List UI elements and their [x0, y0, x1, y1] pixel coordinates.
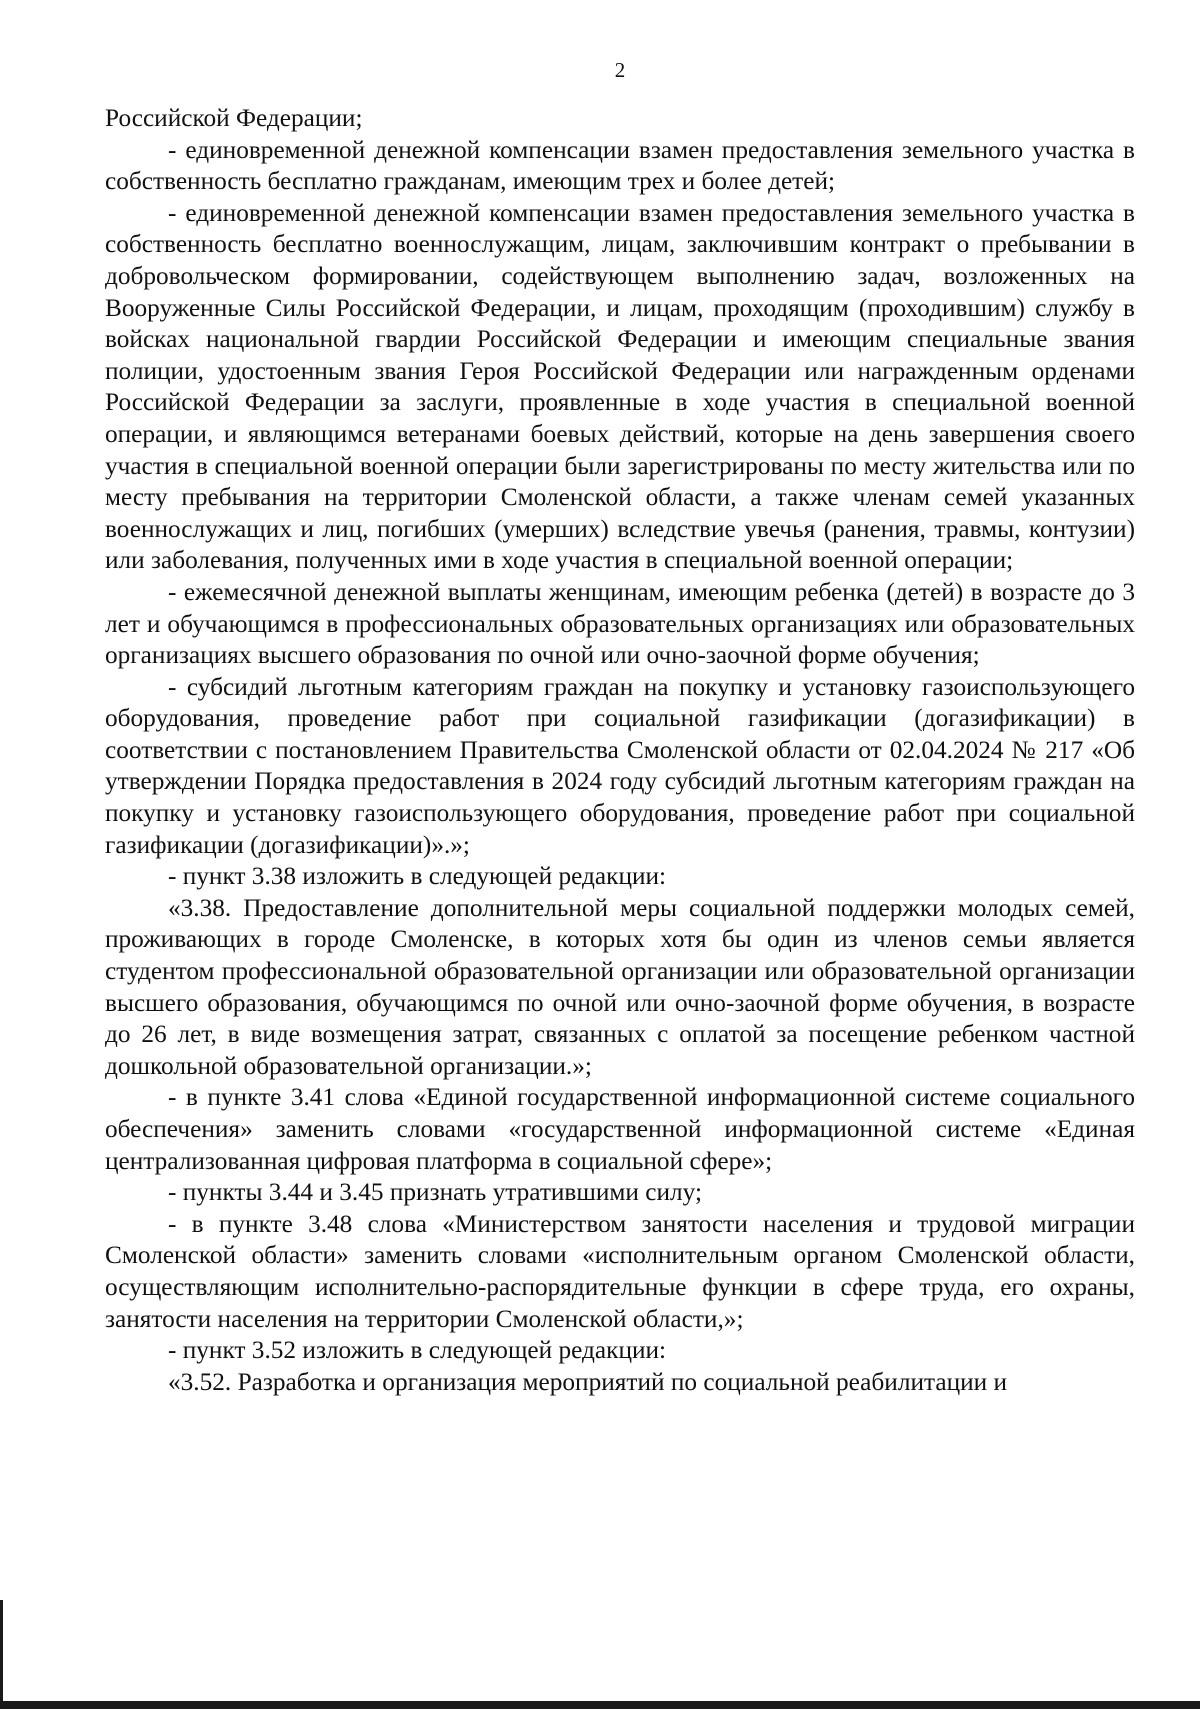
paragraph-point-3-38-text: «3.38. Предоставление дополнительной меры социальной поддержки молодых семей, проживающих в городе Смоленске, в которых хотя бы один из членов семьи является студентом профессиональной образовательной организации или образовательной организации высшего образования, обучающимся по очной или очно-заочной форме обучения, в возрасте до 26 лет, в виде возмещения затрат, связанных с оплатой за посещение ребенком частной дошкольной образовательной организации.»; — [105, 893, 1135, 1080]
paragraph-point-3-52-intro: - пункт 3.52 изложить в следующей редакции: — [168, 1336, 667, 1365]
paragraph-compensation-servicemen: - единовременной денежной компенсации взамен предоставления земельного участка в собственность бесплатно военнослужащим, лицам, заключившим контракт о пребывании в добровольческом формировании, содействующем выполнению задач, возложенных на Вооруженные Силы Российской Федерации, и лицам, проходящим (проходившим) службу в войсках национальной гвардии Российской Федерации и имеющим специальные звания полиции, удостоенным звания Героя Российской Федерации или награжденным орденами Российской Федерации за заслуги, проявленные в ходе участия в специальной военной операции, и являющимся ветеранами боевых действий, которые на день завершения своего участия в специальной военной операции были зарегистрированы по месту жительства или по месту пребывания на территории Смоленской области, а также членам семей указанных военнослужащих и лиц, погибших (умерших) вследствие увечья (ранения, травмы, контузии) или заболевания, полученных ими в ходе участия в специальной военной операции; — [105, 198, 1135, 575]
scan-edge-bottom — [0, 1701, 1200, 1709]
paragraph-compensation-large-families: - единовременной денежной компенсации взамен предоставления земельного участка в собственность бесплатно гражданам, имеющим трех и более детей; — [105, 135, 1135, 196]
paragraph-continuation: Российской Федерации; — [105, 104, 363, 132]
paragraph-point-3-52-text: «3.52. Разработка и организация мероприятий по социальной реабилитации и — [168, 1367, 1008, 1396]
paragraph-gas-subsidies: - субсидий льготным категориям граждан на покупку и установку газоиспользующего оборудования, проведение работ при социальной газификации (догазификации) в соответствии с постановлением Правительства Смоленской области от 02.04.2024 № 217 «Об утверждении Порядка предоставления в 2024 году субсидий льготным категориям граждан на покупку и установку газоиспользующего оборудования, проведение работ при социальной газификации (догазификации)».»; — [105, 672, 1135, 859]
page-number: 2 — [614, 58, 626, 82]
paragraph-points-3-44-3-45: - пункты 3.44 и 3.45 признать утратившими силу; — [168, 1178, 702, 1207]
paragraph-monthly-payment-women: - ежемесячной денежной выплаты женщинам, имеющим ребенка (детей) в возрасте до 3 лет и обучающимся в профессиональных образовательных организациях или образовательных организациях высшего образования по очной или очно-заочной форме обучения; — [105, 577, 1135, 670]
paragraph-point-3-48: - в пункте 3.48 слова «Министерством занятости населения и трудовой миграции Смоленской области» заменить словами «исполнительным органом Смоленской области, осуществляющим исполнительно-распорядительные функции в сфере труда, его охраны, занятости населения на территории Смоленской области,»; — [105, 1209, 1135, 1333]
paragraph-point-3-41: - в пункте 3.41 слова «Единой государственной информационной системе социального обеспечения» заменить словами «государственной информационной системе «Единая централизованная цифровая платформа в социальной сфере»; — [105, 1083, 1135, 1175]
document-body — [105, 103, 1135, 1398]
scan-edge-left — [0, 1600, 3, 1709]
paragraph-point-3-38-intro: - пункт 3.38 изложить в следующей редакции: — [168, 862, 667, 891]
